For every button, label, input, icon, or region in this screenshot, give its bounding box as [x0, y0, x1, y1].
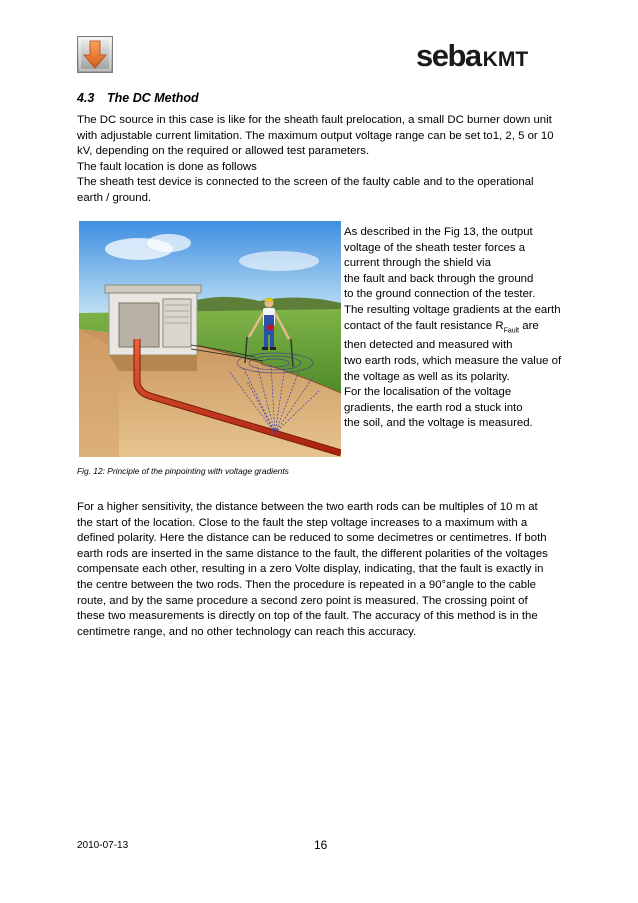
- body-line: route, and by the same procedure a second zero point is measured. The crossing point of: [77, 594, 528, 607]
- side-line: the soil, and the voltage is measured.: [344, 417, 533, 430]
- footer-date: 2010-07-13: [77, 840, 129, 851]
- figure-description: [344, 225, 584, 432]
- logo-sub-text: KMT: [482, 48, 529, 71]
- body-line: centimetre range, and no other technology can reach this accuracy.: [77, 625, 417, 638]
- section-number: 4.3: [77, 91, 95, 105]
- figure-caption: Fig. 12: Principle of the pinpointing with voltage gradients: [77, 466, 289, 476]
- body-paragraph: [77, 500, 577, 640]
- logo-main-text: seba: [416, 38, 481, 73]
- body-line: defined polarity. Here the distance can be reduced to some decimetres or centimetres. If both: [77, 532, 547, 545]
- side-line: gradients, the earth rod a stuck into: [344, 401, 523, 414]
- intro-line: kV, depending on the required or allowed test parameters.: [77, 145, 370, 158]
- body-line: the start of the location. Close to the fault the step voltage increases to a maximum with a: [77, 516, 528, 529]
- side-line: to the ground connection of the tester.: [344, 288, 536, 301]
- side-line: For the localisation of the voltage: [344, 386, 512, 399]
- intro-line: The DC source in this case is like for the sheath fault prelocation, a small DC burner down unit: [77, 114, 552, 126]
- section-title: The DC Method: [107, 91, 199, 105]
- body-line: For a higher sensitivity, the distance between the two earth rods can be multiples of 10 m at: [77, 501, 538, 513]
- side-line: As described in the Fig 13, the output: [344, 226, 533, 238]
- side-line: the voltage as well as its polarity.: [344, 370, 510, 383]
- body-line: earth rods are inserted in the same distance to the fault, the different polarities of the voltages: [77, 547, 548, 560]
- page-number: 16: [314, 838, 328, 852]
- voltage-gradient-illustration: [79, 221, 341, 457]
- side-line: the fault and back through the ground: [344, 272, 534, 285]
- side-line: then detected and measured with: [344, 339, 513, 352]
- intro-line: with adjustable current limitation. The maximum output voltage range can be set to1, 2, 5 or 10: [77, 129, 554, 142]
- rfault-subscript: Fault: [503, 326, 520, 334]
- body-line: compensate each other, resulting in a zero Volte display, indicating, that the fault is exactly in: [77, 563, 544, 576]
- intro-line: The sheath test device is connected to the screen of the faulty cable and to the operational: [77, 176, 534, 189]
- body-line: the centre between the two rods. Then the procedure is repeated in a 90°angle to the cable: [77, 578, 537, 591]
- rfault-suffix: are: [519, 319, 539, 332]
- sebakmt-logo: [416, 38, 580, 73]
- intro-line: The fault location is done as follows: [77, 160, 257, 173]
- side-line: voltage of the sheath tester forces a: [344, 241, 526, 254]
- section-heading: [77, 91, 199, 105]
- side-line: two earth rods, which measure the value of: [344, 355, 562, 368]
- side-line: The resulting voltage gradients at the earth: [344, 303, 561, 316]
- intro-paragraph: [77, 113, 577, 207]
- side-line-rfault: [344, 319, 584, 339]
- body-line: these two measurements is directly on top of the fault. The accuracy of this method is in the: [77, 610, 538, 623]
- intro-line: earth / ground.: [77, 191, 152, 204]
- side-line: current through the shield via: [344, 257, 491, 270]
- download-arrow-icon: [77, 36, 113, 73]
- rfault-prefix: contact of the fault resistance R: [344, 319, 504, 332]
